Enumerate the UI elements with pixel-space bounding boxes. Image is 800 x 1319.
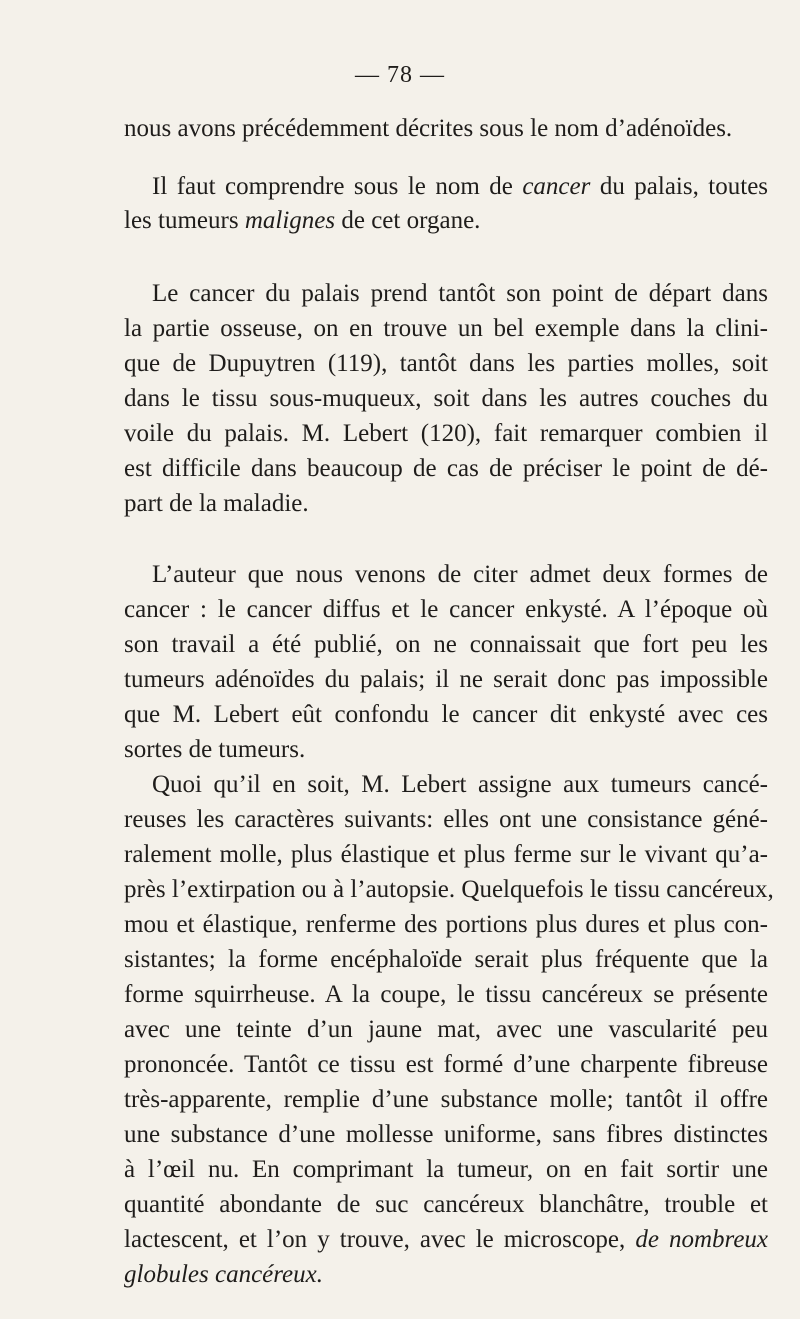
text-line-27: une substance d’une mollesse uniforme, sans fibres distinctes xyxy=(124,1121,768,1148)
text-line-3: les tumeurs malignes de cet organe. xyxy=(124,207,481,234)
text-line-17: Quoi qu’il en soit, M. Lebert assigne aux tumeurs cancé- xyxy=(152,771,768,798)
text-line-25: prononcée. Tantôt ce tissu est formé d’une charpente fibreuse xyxy=(124,1051,768,1078)
text-line-31 xyxy=(124,1260,768,1290)
text-line-28: à l’œil nu. En comprimant la tumeur, on en fait sortir une xyxy=(124,1156,768,1183)
text-line-1: nous avons précédemment décrites sous le nom d’adénoïdes. xyxy=(124,115,733,142)
italic-word-cancer: cancer xyxy=(522,173,591,200)
text-line-19: ralement molle, plus élastique et plus ferme sur le vivant qu’a- xyxy=(124,841,768,868)
text-line-10: part de la maladie. xyxy=(124,490,309,517)
italic-phrase-globules-cancereux: globules cancéreux. xyxy=(124,1261,323,1288)
text-line-5: la partie osseuse, on en trouve un bel exemple dans la clini- xyxy=(124,315,768,342)
text-line-11: L’auteur que nous venons de citer admet deux formes de xyxy=(152,561,768,588)
text-line-18: reuses les caractères suivants: elles ont une consistance géné- xyxy=(124,806,768,833)
text-line-22: sistantes; la forme encéphaloïde serait plus fréquente que la xyxy=(124,946,768,973)
text-line-13: son travail a été publié, on ne connaissait que fort peu les xyxy=(124,631,768,658)
text-line-23: forme squirrheuse. A la coupe, le tissu cancéreux se présente xyxy=(124,981,768,1008)
text-line-4: Le cancer du palais prend tantôt son point de départ dans xyxy=(152,280,768,307)
text-line-14: tumeurs adénoïdes du palais; il ne serait donc pas impossible xyxy=(124,666,768,693)
text-line-15: que M. Lebert eût confondu le cancer dit enkysté avec ces xyxy=(124,701,768,728)
text-line-2: Il faut comprendre sous le nom de cancer du palais, toutes xyxy=(152,173,769,200)
text-line-16: sortes de tumeurs. xyxy=(124,736,306,763)
text-line-26: très-apparente, remplie d’une substance molle; tantôt il offre xyxy=(124,1086,768,1113)
italic-word-malignes: malignes xyxy=(244,207,336,234)
text-line-20: près l’extirpation ou à l’autopsie. Quelquefois le tissu cancéreux, xyxy=(124,876,774,903)
page-number-header: — 78 — xyxy=(355,62,445,88)
text-line-7: dans le tissu sous-muqueux, soit dans les autres couches du xyxy=(124,385,768,412)
text-line-12: cancer : le cancer diffus et le cancer enkysté. A l’époque où xyxy=(124,596,768,623)
italic-phrase-de-nombreux: de nombreux xyxy=(635,1226,769,1253)
text-line-8: voile du palais. M. Lebert (120), fait remarquer combien il xyxy=(124,420,768,447)
text-line-9: est difficile dans beaucoup de cas de préciser le point de dé- xyxy=(124,455,768,482)
text-line-30: lactescent, et l’on y trouve, avec le microscope, de nombreux xyxy=(124,1226,769,1253)
text-line-24: avec une teinte d’un jaune mat, avec une vascularité peu xyxy=(124,1016,768,1043)
text-line-29: quantité abondante de suc cancéreux blanchâtre, trouble et xyxy=(124,1191,768,1218)
text-line-6: que de Dupuytren (119), tantôt dans les parties molles, soit xyxy=(124,350,768,377)
text-line-21: mou et élastique, renferme des portions plus dures et plus con- xyxy=(124,911,768,938)
